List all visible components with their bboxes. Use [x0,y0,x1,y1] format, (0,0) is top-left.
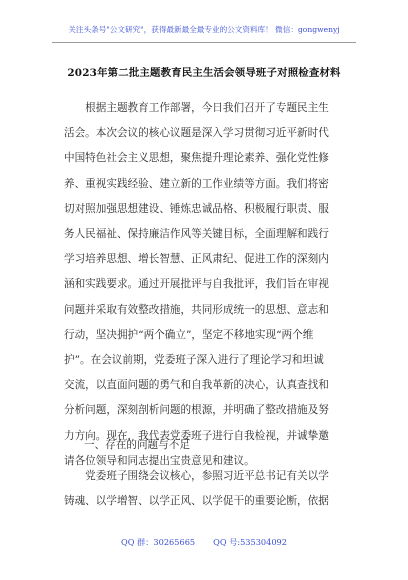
header-note: 关注头条号"公文研究"，获得最新最全最专业的公文资料库！ 微信：gongwenyj [68,25,340,34]
paragraph-line: 切对照加强思想建设、锤炼忠诚品格、积极履行职责、服 [64,202,329,215]
paragraph-line: 活会。本次会议的核心议题是深入学习贯彻习近平新时代 [64,127,329,140]
paragraph-line: 问题并采取有效整改措施，共同形成统一的思想、意志和 [64,303,329,316]
paragraph-line: 护”。在会议前期，党委班子深入进行了理论学习和坦诚 [64,354,324,366]
footer-qq-group: QQ 群：30265665 [121,537,196,547]
document-title: 2023年第二批主题教育民主生活会领导班子对照检查材料 [67,67,341,79]
footer-contact [0,537,408,548]
paragraph-line: 力方向。现在，我代表党委班子进行自我检视，并诚挚邀 [64,429,329,442]
paragraph-line: 学习培养思想、增长智慧、正风肃纪、促进工作的深刻内 [64,253,329,266]
paragraph-line: 分析问题，深刻剖析问题的根源，并明确了整改措施及努 [64,404,329,417]
footer-qq-number: QQ 号:535304092 [213,537,287,547]
section-heading: 一、存在的问题与不足 [84,439,190,451]
paragraph-line: 党委班子围绕会议核心，参照习近平总书记有关以学 [64,470,329,482]
paragraph-line: 行动，坚决拥护“两个确立”，坚定不移地实现“两个维 [64,328,314,341]
header-divider [52,42,356,43]
paragraph-line: 根据主题教育工作部署，今日我们召开了专题民主生 [64,102,329,114]
paragraph-line: 务人民福祉、保持廉洁作风等关键目标，全面理解和践行 [64,228,329,240]
paragraph-line: 请各位领导和同志提出宝贵意见和建议。 [64,454,255,467]
paragraph-line: 涵和实践要求。通过开展批评与自我批评，我们旨在审视 [64,278,329,291]
paragraph-line: 养、重视实践经验、建立新的工作业绩等方面。我们将密 [64,177,329,190]
paragraph-line: 铸魂、以学增智、以学正风、以学促干的重要论断，依据 [64,495,329,508]
paragraph-line: 中国特色社会主义思想，聚焦提升理论素养、强化党性修 [64,152,329,165]
paragraph-line: 交流，以直面问题的勇气和自我革新的决心，认真查找和 [64,379,329,392]
